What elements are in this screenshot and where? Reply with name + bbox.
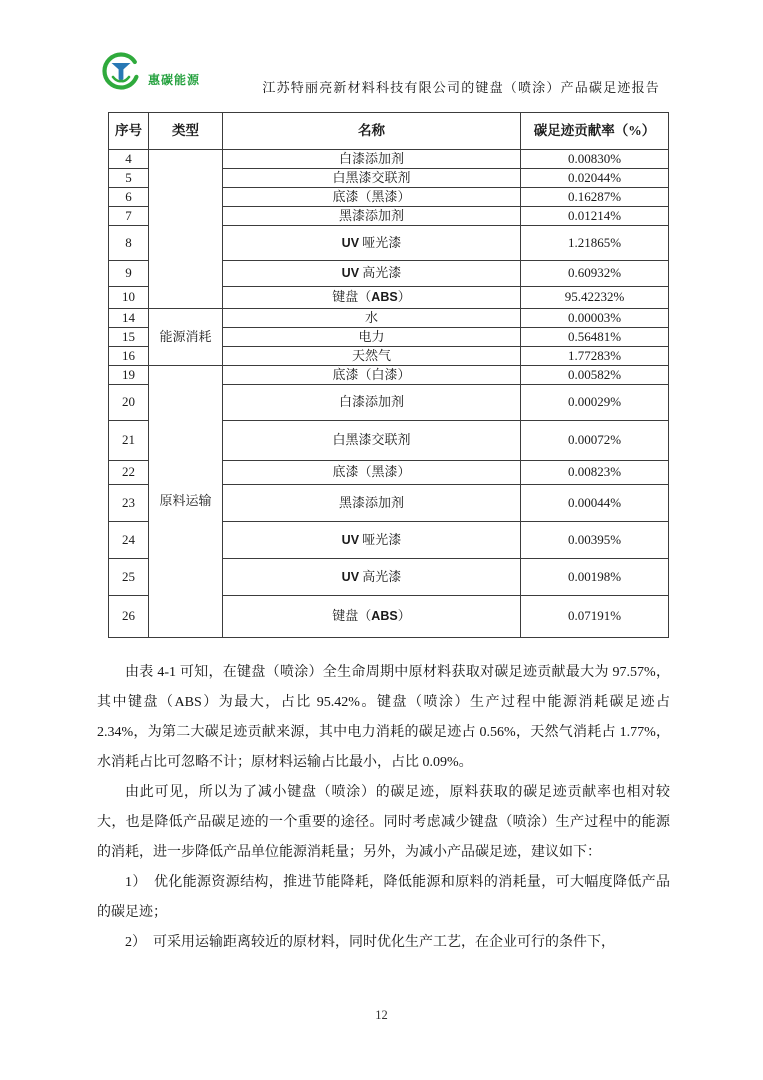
cell-value: 95.42232% bbox=[521, 287, 669, 309]
cell-value: 0.00582% bbox=[521, 366, 669, 385]
page-header bbox=[100, 50, 668, 98]
cell-name: UV 哑光漆 bbox=[223, 522, 521, 559]
col-header-name: 名称 bbox=[223, 113, 521, 150]
logo-text: 惠碳能源 bbox=[148, 73, 201, 87]
cell-value: 0.00395% bbox=[521, 522, 669, 559]
cell-value: 0.00198% bbox=[521, 559, 669, 596]
cell-no: 10 bbox=[109, 287, 149, 309]
cell-name: UV 高光漆 bbox=[223, 559, 521, 596]
cell-value: 0.00029% bbox=[521, 385, 669, 421]
cell-name: 电力 bbox=[223, 328, 521, 347]
cell-value: 1.77283% bbox=[521, 347, 669, 366]
cell-no: 16 bbox=[109, 347, 149, 366]
cell-no: 4 bbox=[109, 150, 149, 169]
cell-no: 22 bbox=[109, 461, 149, 485]
cell-name: 黑漆添加剂 bbox=[223, 485, 521, 522]
cell-no: 6 bbox=[109, 188, 149, 207]
cell-type bbox=[149, 150, 223, 309]
cell-no: 20 bbox=[109, 385, 149, 421]
cell-value: 0.02044% bbox=[521, 169, 669, 188]
cell-no: 25 bbox=[109, 559, 149, 596]
table-header bbox=[109, 113, 669, 150]
cell-no: 24 bbox=[109, 522, 149, 559]
page-number: 12 bbox=[375, 1008, 388, 1022]
cell-no: 9 bbox=[109, 261, 149, 287]
cell-no: 21 bbox=[109, 421, 149, 461]
table-body bbox=[109, 150, 669, 638]
cell-no: 7 bbox=[109, 207, 149, 226]
col-header-type: 类型 bbox=[149, 113, 223, 150]
cell-value: 0.07191% bbox=[521, 596, 669, 638]
cell-no: 19 bbox=[109, 366, 149, 385]
cell-type: 原料运输 bbox=[149, 366, 223, 638]
cell-no: 23 bbox=[109, 485, 149, 522]
table-header-row bbox=[109, 113, 669, 150]
table-row bbox=[109, 366, 669, 385]
paragraph: 由此可见，所以为了减小键盘（喷涂）的碳足迹，原料获取的碳足迹贡献率也相对较大，也是降低产品碳足迹的一个重要的途径。同时考虑减少键盘（喷涂）生产过程中的能源的消耗，进一步降低产品单位能源消耗量；另外，为减小产品碳足迹，建议如下： bbox=[97, 785, 670, 860]
cell-name: 键盘（ABS） bbox=[223, 596, 521, 638]
cell-name: 黑漆添加剂 bbox=[223, 207, 521, 226]
cell-value: 0.56481% bbox=[521, 328, 669, 347]
cell-name: 水 bbox=[223, 309, 521, 328]
cell-value: 0.00072% bbox=[521, 421, 669, 461]
cell-name: UV 高光漆 bbox=[223, 261, 521, 287]
cell-no: 5 bbox=[109, 169, 149, 188]
body-text bbox=[97, 658, 670, 958]
col-header-no: 序号 bbox=[109, 113, 149, 150]
col-header-value: 碳足迹贡献率（%） bbox=[521, 113, 669, 150]
cell-name: 底漆（白漆） bbox=[223, 366, 521, 385]
cell-name: UV 哑光漆 bbox=[223, 226, 521, 261]
table-row bbox=[109, 150, 669, 169]
cell-value: 0.00044% bbox=[521, 485, 669, 522]
cell-name: 白漆添加剂 bbox=[223, 385, 521, 421]
cell-value: 0.01214% bbox=[521, 207, 669, 226]
logo-icon bbox=[100, 50, 142, 92]
document-title: 江苏特丽亮新材料科技有限公司的键盘（喷涂）产品碳足迹报告 bbox=[262, 80, 660, 95]
cell-value: 0.00003% bbox=[521, 309, 669, 328]
cell-name: 底漆（黑漆） bbox=[223, 461, 521, 485]
cell-no: 14 bbox=[109, 309, 149, 328]
cell-name: 白漆添加剂 bbox=[223, 150, 521, 169]
cell-value: 0.16287% bbox=[521, 188, 669, 207]
list-item-1: 1） 优化能源资源结构，推进节能降耗，降低能源和原料的消耗量，可大幅度降低产品的碳足迹； bbox=[97, 875, 670, 920]
cell-no: 8 bbox=[109, 226, 149, 261]
table-row bbox=[109, 309, 669, 328]
cell-name: 键盘（ABS） bbox=[223, 287, 521, 309]
cell-no: 15 bbox=[109, 328, 149, 347]
cell-name: 天然气 bbox=[223, 347, 521, 366]
contribution-table bbox=[108, 112, 669, 638]
company-logo bbox=[100, 50, 200, 92]
cell-name: 底漆（黑漆） bbox=[223, 188, 521, 207]
cell-value: 0.60932% bbox=[521, 261, 669, 287]
cell-value: 1.21865% bbox=[521, 226, 669, 261]
cell-name: 白黑漆交联剂 bbox=[223, 169, 521, 188]
paragraph: 由表 4-1 可知，在键盘（喷涂）全生命周期中原材料获取对碳足迹贡献最大为 97.57%，其中键盘（ABS）为最大，占比 95.42%。键盘（喷涂）生产过程中能源消耗碳足迹占 2.34%，为第二大碳足迹贡献来源，其中电力消耗的碳足迹占 0.56%，天然气消耗占 1.77%，水消耗占比可忽略不计；原材料运输占比最小，占比 0.09%。 bbox=[97, 665, 670, 770]
cell-type: 能源消耗 bbox=[149, 309, 223, 366]
cell-name: 白黑漆交联剂 bbox=[223, 421, 521, 461]
cell-value: 0.00823% bbox=[521, 461, 669, 485]
cell-value: 0.00830% bbox=[521, 150, 669, 169]
cell-no: 26 bbox=[109, 596, 149, 638]
list-item-2: 2） 可采用运输距离较近的原材料，同时优化生产工艺，在企业可行的条件下， bbox=[125, 935, 615, 950]
